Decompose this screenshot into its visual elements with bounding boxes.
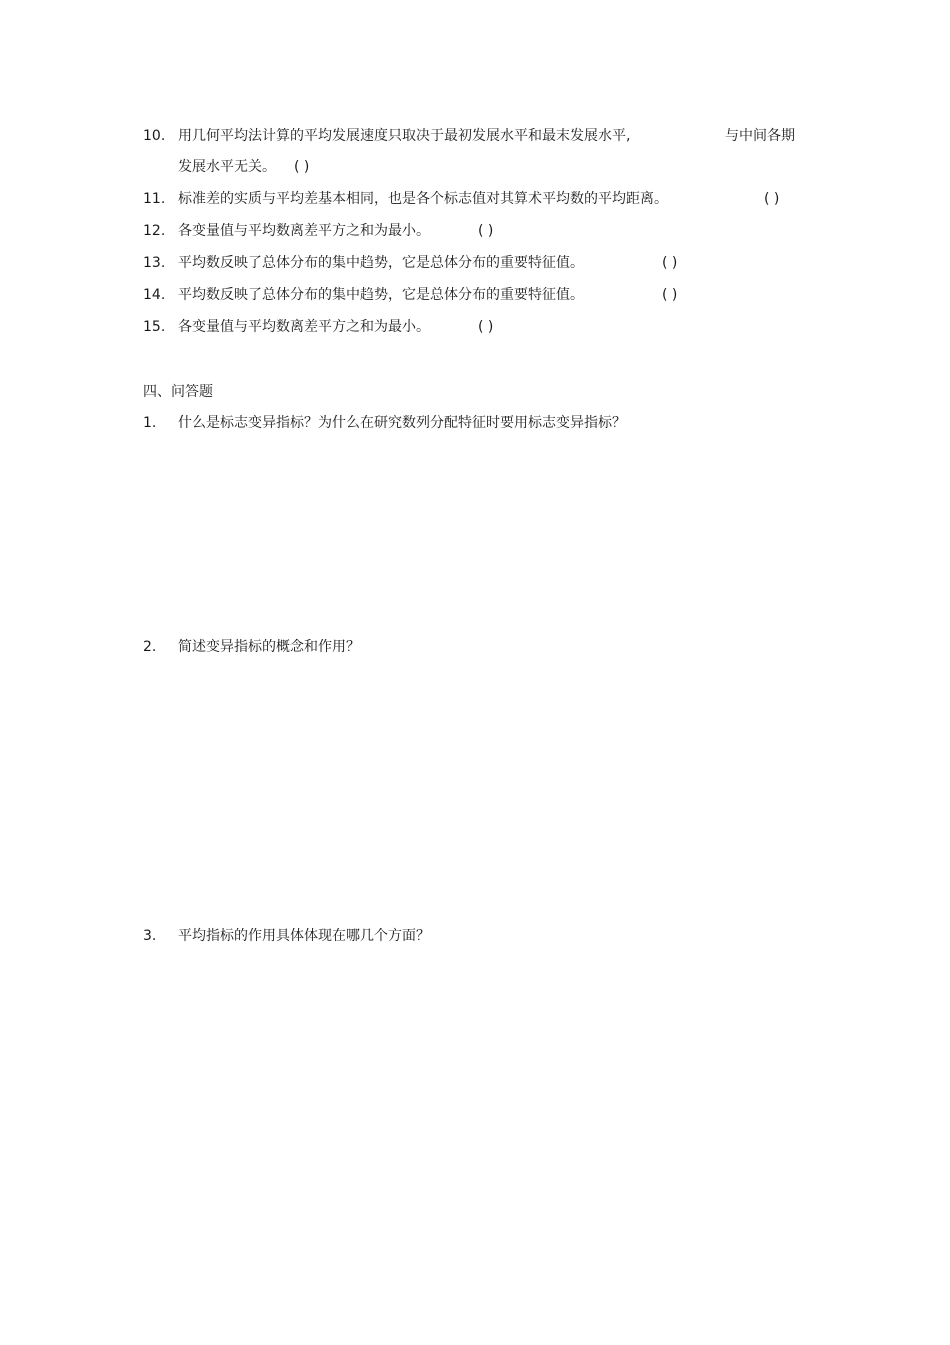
item-number: 15. (143, 319, 166, 335)
question-text: 平均指标的作用具体体现在哪几个方面？ (178, 928, 430, 944)
answer-bracket: ( ) (478, 223, 494, 239)
question-number: 1. (143, 415, 157, 431)
item-text: 标准差的实质与平均差基本相同，也是各个标志值对其算术平均数的平均距离。 (178, 191, 668, 207)
item-text: 各变量值与平均数离差平方之和为最小。 (178, 223, 430, 239)
item-text: 平均数反映了总体分布的集中趋势，它是总体分布的重要特征值。 (178, 255, 584, 271)
question-text: 简述变异指标的概念和作用？ (178, 639, 360, 655)
question-number: 3. (143, 928, 157, 944)
item-number: 14. (143, 287, 166, 303)
answer-bracket: ( ) (662, 287, 678, 303)
answer-bracket: ( ) (294, 159, 310, 175)
item-number: 11. (143, 191, 166, 207)
item-text: 平均数反映了总体分布的集中趋势，它是总体分布的重要特征值。 (178, 287, 584, 303)
item-number: 12. (143, 223, 166, 239)
answer-bracket: ( ) (478, 319, 494, 335)
question-number: 2. (143, 639, 157, 655)
item-text: 各变量值与平均数离差平方之和为最小。 (178, 319, 430, 335)
item-text: 用几何平均法计算的平均发展速度只取决于最初发展水平和最末发展水平, (178, 128, 631, 144)
item-text-tail: 与中间各期 (725, 128, 795, 144)
item-number: 10. (143, 128, 166, 144)
section-heading: 四、问答题 (143, 384, 213, 400)
question-text: 什么是标志变异指标？为什么在研究数列分配特征时要用标志变异指标？ (178, 415, 626, 431)
item-text-continuation: 发展水平无关。 (178, 159, 276, 175)
item-number: 13. (143, 255, 166, 271)
answer-bracket: ( ) (764, 191, 780, 207)
answer-bracket: ( ) (662, 255, 678, 271)
